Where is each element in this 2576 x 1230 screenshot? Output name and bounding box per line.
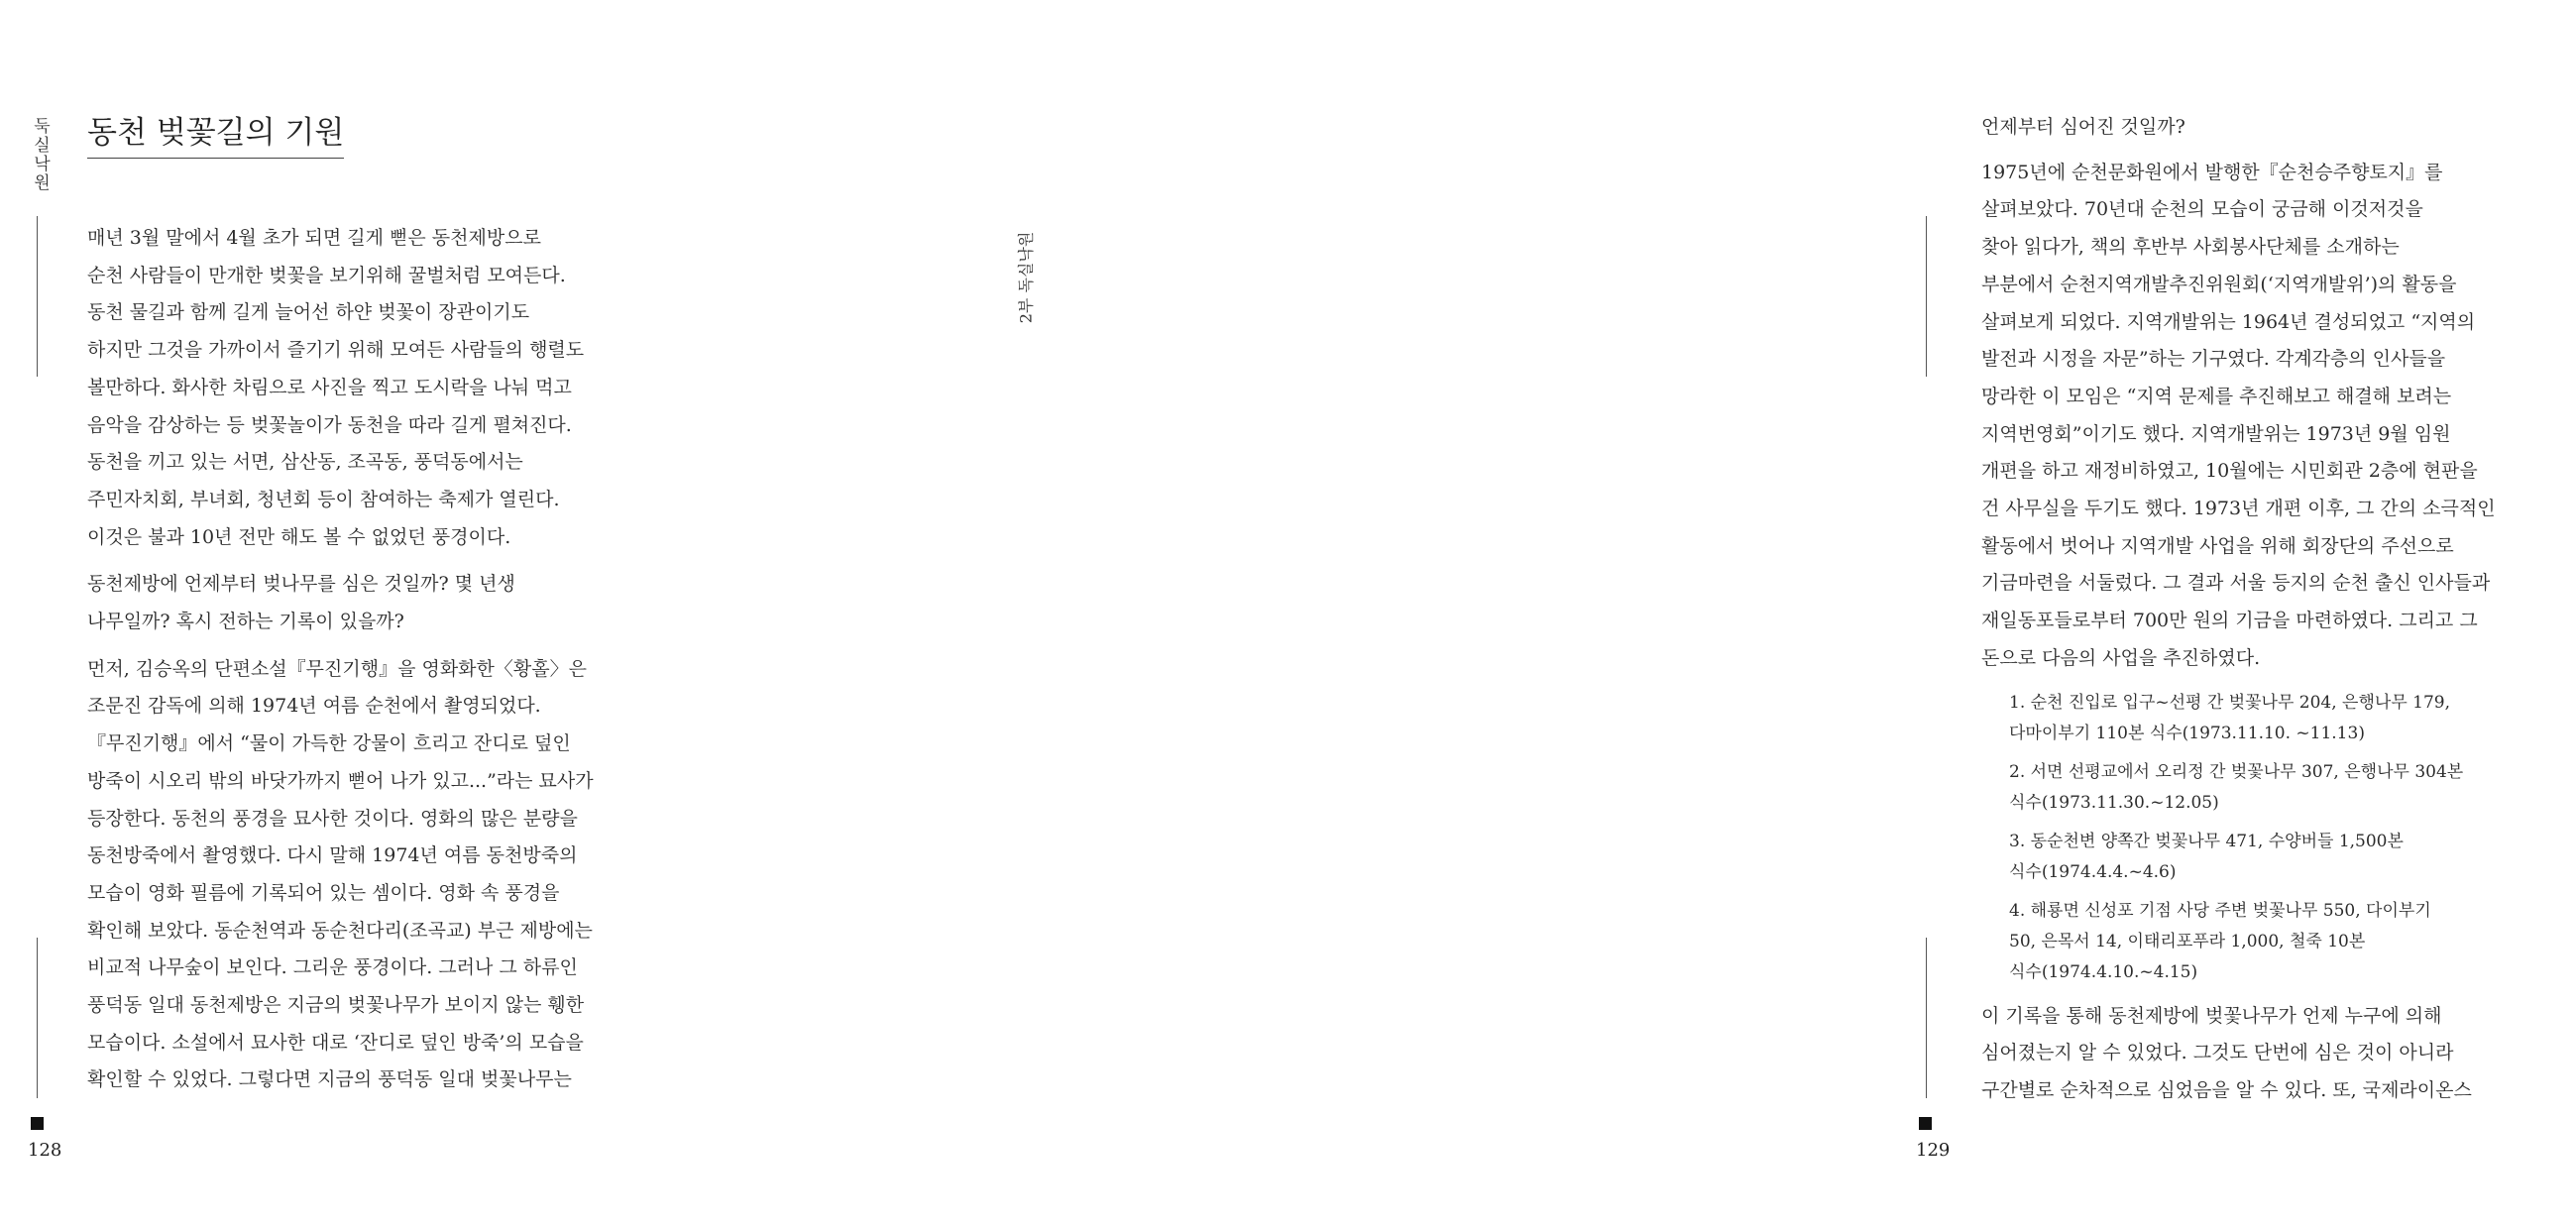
right-paragraph-2: 이 기록을 통해 동천제방에 벚꽃나무가 언제 누구에 의해 심어졌는지 알 수 있었다. 그것도 단번에 심은 것이 아니라 구간별로 순차적으로 심었음을 알 수 있다. 또, 국제라이온스 (1981, 1004, 2472, 1101)
list-item: 2. 서면 선평교에서 오리정 간 벚꽃나무 307, 은행나무 304본 식수(1973.11.30.~12.05) (2009, 761, 2464, 813)
right-margin-rule-top (1926, 216, 1927, 377)
planting-record-list (2009, 688, 2576, 988)
right-body-text (1981, 109, 2576, 1120)
left-body-text (87, 220, 682, 1109)
left-paragraph-2: 동천제방에 언제부터 벚나무를 심은 것일까? 몇 년생 나무일까? 혹시 전하는 기록이 있을까? (87, 573, 515, 633)
left-margin-rule-top (37, 216, 38, 377)
right-margin-rule-bottom (1926, 938, 1927, 1098)
right-paragraph-1: 1975년에 순천문화원에서 발행한『순천승주향토지』를 살펴보았다. 70년대 순천의 모습이 궁금해 이것저것을 찾아 읽다가, 책의 후반부 사회봉사단체를 소개하는 부분에서 순천지역개발추진위원회(‘지역개발위’)의 활동을 살펴보게 되었다. 지역개발위는 1964년 결성되었고 “지역의 발전과 시정을 자문”하는 기구였다. 각계각층의 인사들을 망라한 이 모임은 “지역 문제를 추진해보고 해결해 보려는 지역번영회”이기도 했다. 지역개발위는 1973년 9월 임원 개편을 하고 재정비하였고, 10월에는 시민회관 2층에 현판을 건 사무실을 두기도 했다. 1973년 개편 이후, 그 간의 소극적인 활동에서 벗어나 지역개발 사업을 위해 회장단의 주선으로 기금마련을 서둘렀다. 그 결과 서울 등지의 순천 출신 인사들과 재일동포들로부터 700만 원의 기금을 마련하였다. 그리고 그 돈으로 다음의 사업을 추진하였다. (1981, 161, 2496, 669)
list-item: 3. 동순천변 양쪽간 벚꽃나무 471, 수양버들 1,500본 식수(1974.4.4.~4.6) (2009, 831, 2404, 882)
left-page (0, 0, 866, 1230)
right-marker-square (1919, 1117, 1932, 1130)
left-page-number: 128 (28, 1140, 62, 1161)
left-marker-square (31, 1117, 44, 1130)
left-paragraph-1: 매년 3월 말에서 4월 초가 되면 길게 뻗은 동천제방으로 순천 사람들이 만개한 벚꽃을 보기위해 꿀벌처럼 모여든다. 동천 물길과 함께 길게 늘어선 하얀 벚꽃이 장관이기도 하지만 그것을 가까이서 즐기기 위해 모여든 사람들의 행렬도 볼만하다. 화사한 차림으로 사진을 찍고 도시락을 나눠 먹고 음악을 감상하는 등 벚꽃놀이가 동천을 따라 길게 펼쳐진다. 동천을 끼고 있는 서면, 삼산동, 조곡동, 풍덕동에서는 주민자치회, 부녀회, 청년회 등이 참여하는 축제가 열린다. 이것은 불과 10년 전만 해도 볼 수 없었던 풍경이다. (87, 227, 585, 548)
left-paragraph-3: 먼저, 김승옥의 단편소설『무진기행』을 영화화한〈황홀〉은 조문진 감독에 의해 1974년 여름 순천에서 촬영되었다. 『무진기행』에서 “물이 가득한 강물이 흐리고 잔디로 덮인 방죽이 시오리 밖의 바닷가까지 뻗어 나가 있고...”라는 묘사가 등장한다. 동천의 풍경을 묘사한 것이다. 영화의 많은 분량을 동천방죽에서 촬영했다. 다시 말해 1974년 여름 동천방죽의 모습이 영화 필름에 기록되어 있는 셈이다. 영화 속 풍경을 확인해 보았다. 동순천역과 동순천다리(조곡교) 부근 제방에는 비교적 나무숲이 보인다. 그리운 풍경이다. 그러나 그 하류인 풍덕동 일대 동천제방은 지금의 벚꽃나무가 보이지 않는 휑한 모습이다. 소설에서 묘사한 대로 ‘잔디로 덮인 방죽’의 모습을 확인할 수 있었다. 그렇다면 지금의 풍덕동 일대 벚꽃나무는 (87, 657, 594, 1091)
left-margin-rule-bottom (37, 938, 38, 1098)
list-item: 1. 순천 진입로 입구~선평 간 벚꽃나무 204, 은행나무 179, 다마이부기 110본 식수(1973.11.10. ~11.13) (2009, 692, 2450, 743)
list-item: 4. 해룡면 신성포 기점 사당 주변 벚꽃나무 550, 다이부기 50, 은목서 14, 이태리포푸라 1,000, 철죽 10본 식수(1974.4.10.~4.15) (2009, 900, 2431, 982)
right-side-label: 2부 독실낙원 (1016, 231, 1036, 324)
right-page-number: 129 (1916, 1140, 1951, 1161)
section-title: 동천 벚꽃길의 기원 (87, 107, 344, 159)
right-page (867, 0, 2496, 1230)
question-line: 언제부터 심어진 것일까? (1981, 116, 2185, 138)
left-side-label: 둑실낙원 (30, 117, 50, 192)
